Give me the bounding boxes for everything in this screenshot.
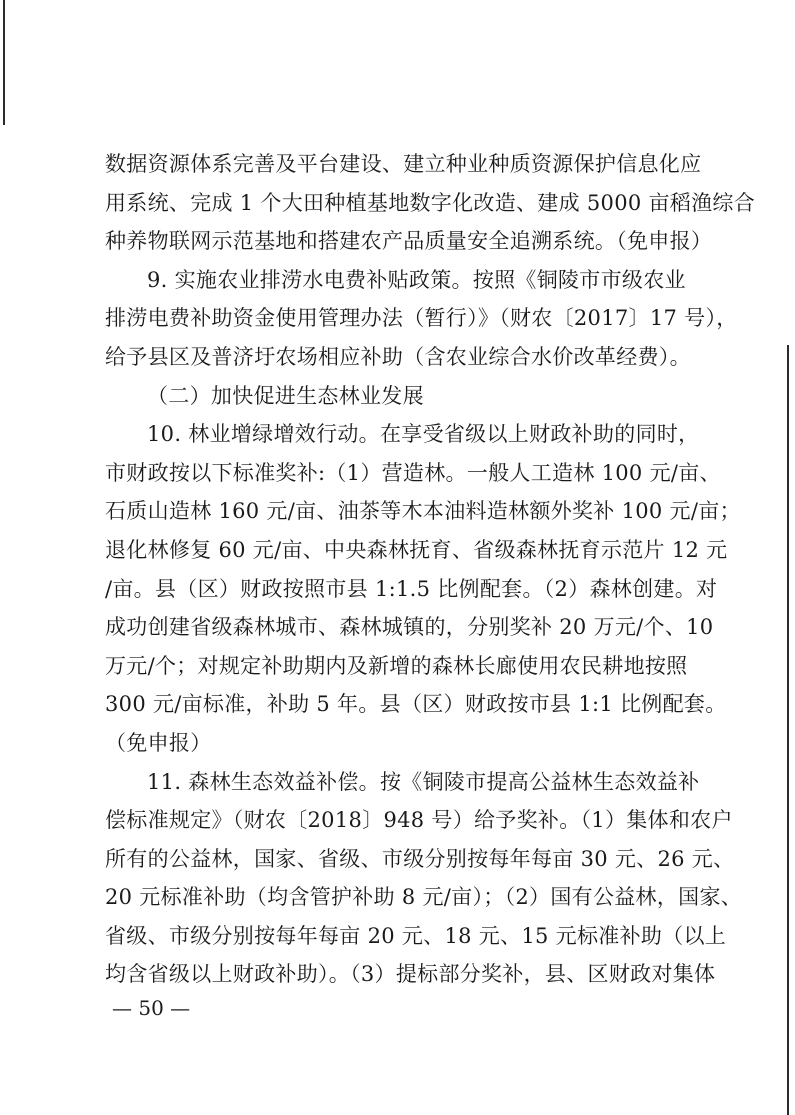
text-line: 数据资源体系完善及平台建设、建立种业种质资源保护信息化应 xyxy=(105,152,702,176)
right-margin-rule xyxy=(787,345,789,1115)
text-line: 20 元标准补助（均含管护补助 8 元/亩）；（2）国有公益林，国家、 xyxy=(105,885,743,910)
text-line: 均含省级以上财政补助）。（3）提标部分奖补，县、区财政对集体 xyxy=(105,962,716,987)
text-line: 种养物联网示范基地和搭建农产品质量安全追溯系统。（免申报） xyxy=(105,229,713,254)
text-line: 用系统、完成 1 个大田种植基地数字化改造、建成 5000 亩稻渔综合 xyxy=(105,190,756,215)
text-line: 成功创建省级森林城市、森林城镇的，分别奖补 20 万元/个、10 xyxy=(105,615,714,640)
text-line: 市财政按以下标准奖补:（1）营造林。一般人工造林 100 元/亩、 xyxy=(105,460,721,485)
text-line: 偿标准规定》（财农〔2018〕948 号）给予奖补。（1）集体和农户 xyxy=(105,808,733,833)
text-line: 所有的公益林，国家、省级、市级分别按每年每亩 30 元、26 元、 xyxy=(105,846,735,871)
text-line: 300 元/亩标准，补助 5 年。县（区）财政按市县 1:1 比例配套。 xyxy=(105,692,727,717)
text-line: 石质山造林 160 元/亩、油茶等木本油料造林额外奖补 100 元/亩； xyxy=(105,499,741,524)
text-line: 给予县区及普济圩农场相应补助（含农业综合水价改革经费）。 xyxy=(105,344,691,369)
section-heading: （二）加快促进生态林业发展 xyxy=(147,383,424,408)
left-margin-rule xyxy=(3,0,5,125)
text-line: （免申报） xyxy=(105,730,212,755)
item-9-heading: 9. 实施农业排涝水电费补贴政策。按照《铜陵市市级农业 xyxy=(147,267,686,292)
text-line: 省级、市级分别按每年每亩 20 元、18 元、15 元标准补助（以上 xyxy=(105,923,727,948)
text-line: /亩。县（区）财政按照市县 1:1.5 比例配套。（2）森林创建。对 xyxy=(105,576,718,601)
text-line: 退化林修复 60 元/亩、中央森林抚育、省级森林抚育示范片 12 元 xyxy=(105,537,728,562)
body-text xyxy=(105,145,756,994)
text-line: 排涝电费补助资金使用管理办法（暂行）》（财农〔2017〕17 号）， xyxy=(105,306,738,331)
page-number: — 50 — xyxy=(112,996,191,1020)
item-11-heading: 11. 森林生态效益补偿。按《铜陵市提高公益林生态效益补 xyxy=(147,769,700,794)
item-10-heading: 10. 林业增绿增效行动。在享受省级以上财政补助的同时， xyxy=(147,422,700,447)
text-line: 万元/个；对规定补助期内及新增的森林长廊使用农民耕地按照 xyxy=(105,653,688,678)
